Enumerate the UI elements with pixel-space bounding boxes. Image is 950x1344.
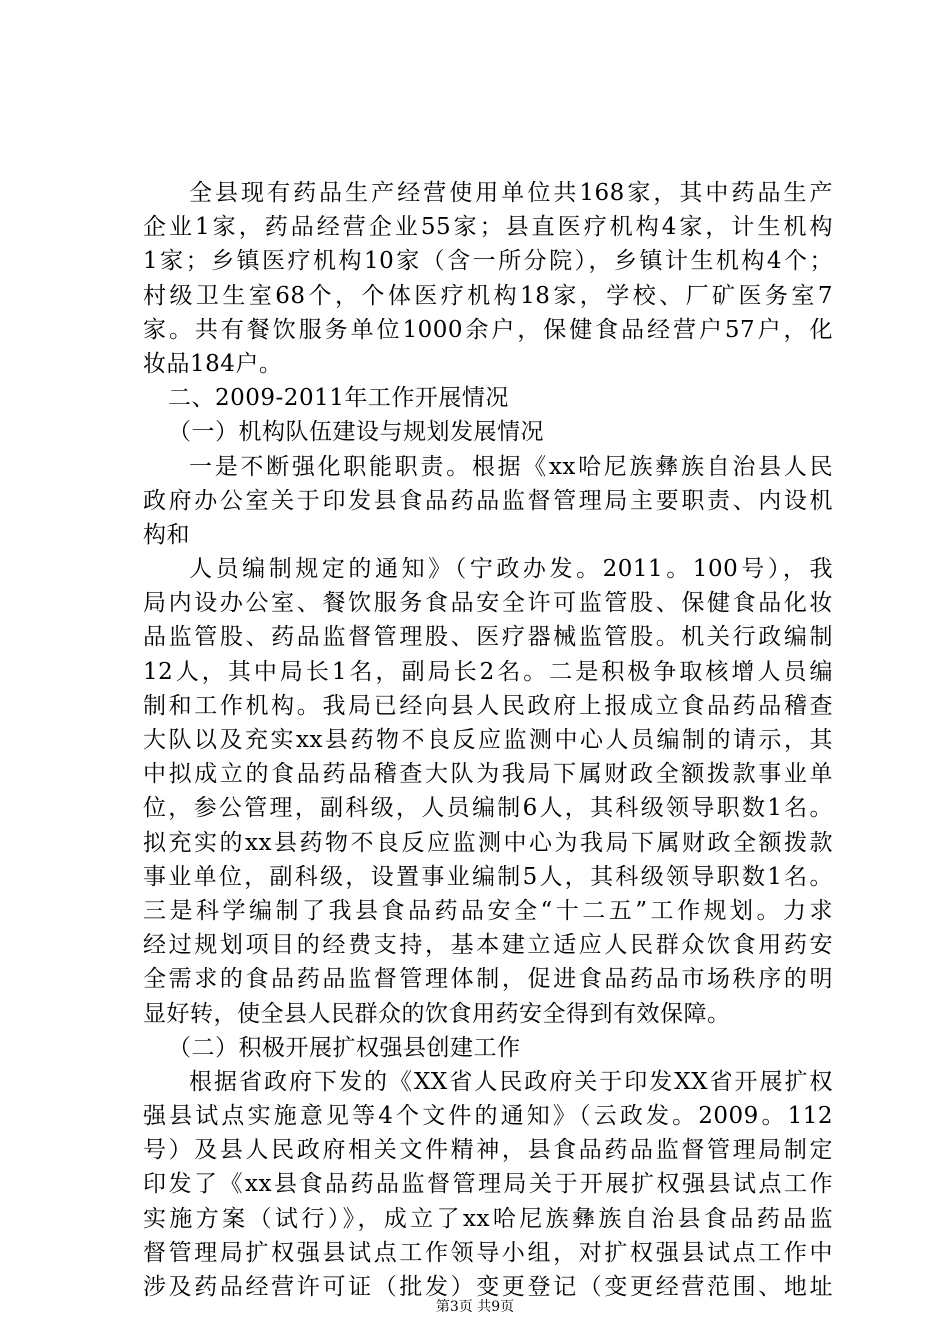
text-line: 构和	[143, 521, 190, 548]
text-line: 1家；乡镇医疗机构10家（含一所分院），乡镇计生机构4个；	[143, 248, 833, 275]
text-line: 督管理局扩权强县试点工作领导小组，对扩权强县试点工作中	[143, 1239, 833, 1266]
text-line: 村级卫生室68个，个体医疗机构18家，学校、厂矿医务室7	[143, 282, 833, 309]
text-line: 全需求的食品药品监督管理体制，促进食品药品市场秩序的明	[143, 966, 833, 993]
text-line: 一是不断强化职能职责。根据《xx哈尼族彝族自治县人民	[189, 453, 833, 480]
text-line: 政府办公室关于印发县食品药品监督管理局主要职责、内设机	[143, 487, 833, 514]
text-line: 显好转，使全县人民群众的饮食用药安全得到有效保障。	[143, 1000, 731, 1027]
text-line: 二、2009-2011年工作开展情况	[168, 385, 509, 412]
text-line: 制和工作机构。我局已经向县人民政府上报成立食品药品稽查	[143, 692, 833, 719]
text-line: 拟充实的xx县药物不良反应监测中心为我局下属财政全额拨款	[143, 829, 833, 856]
text-line: 人员编制规定的通知》（宁政办发。2011。100号），我	[189, 556, 833, 583]
text-line: 号）及县人民政府相关文件精神，县食品药品监督管理局制定	[143, 1137, 833, 1164]
text-line: 品监管股、药品监督管理股、医疗器械监管股。机关行政编制	[143, 624, 833, 651]
text-line: 根据省政府下发的《XX省人民政府关于印发XX省开展扩权	[189, 1068, 833, 1095]
text-line: 经过规划项目的经费支持，基本建立适应人民群众饮食用药安	[143, 932, 833, 959]
text-line: 三是科学编制了我县食品药品安全“十二五”工作规划。力求	[143, 897, 833, 924]
text-line: （一）机构队伍建设与规划发展情况	[168, 419, 544, 446]
text-line: 印发了《xx县食品药品监督管理局关于开展扩权强县试点工作	[143, 1171, 833, 1198]
text-line: 中拟成立的食品药品稽查大队为我局下属财政全额拨款事业单	[143, 761, 833, 788]
text-line: （二）积极开展扩权强县创建工作	[168, 1034, 521, 1061]
page-footer: 第3页 共9页	[435, 1299, 515, 1315]
text-line: 妆品184户。	[143, 350, 283, 377]
text-line: 企业1家，药品经营企业55家；县直医疗机构4家，计生机构	[143, 214, 833, 241]
text-line: 家。共有餐饮服务单位1000余户，保健食品经营户57户，化	[143, 316, 833, 343]
text-line: 全县现有药品生产经营使用单位共168家，其中药品生产	[189, 180, 833, 206]
text-line: 强县试点实施意见等4个文件的通知》（云政发。2009。112	[143, 1103, 833, 1130]
text-line: 大队以及充实xx县药物不良反应监测中心人员编制的请示，其	[143, 727, 833, 753]
text-line: 事业单位，副科级，设置事业编制5人，其科级领导职数1名。	[143, 863, 833, 890]
text-line: 涉及药品经营许可证（批发）变更登记（变更经营范围、地址	[143, 1274, 833, 1300]
text-line: 12人，其中局长1名，副局长2名。二是积极争取核增人员编	[143, 658, 833, 685]
text-line: 位，参公管理，副科级，人员编制6人，其科级领导职数1名。	[143, 795, 833, 822]
document-body	[143, 176, 833, 1304]
text-line: 局内设办公室、餐饮服务食品安全许可监管股、保健食品化妆	[143, 590, 833, 617]
text-line: 实施方案（试行）》，成立了xx哈尼族彝族自治县食品药品监	[143, 1205, 833, 1232]
